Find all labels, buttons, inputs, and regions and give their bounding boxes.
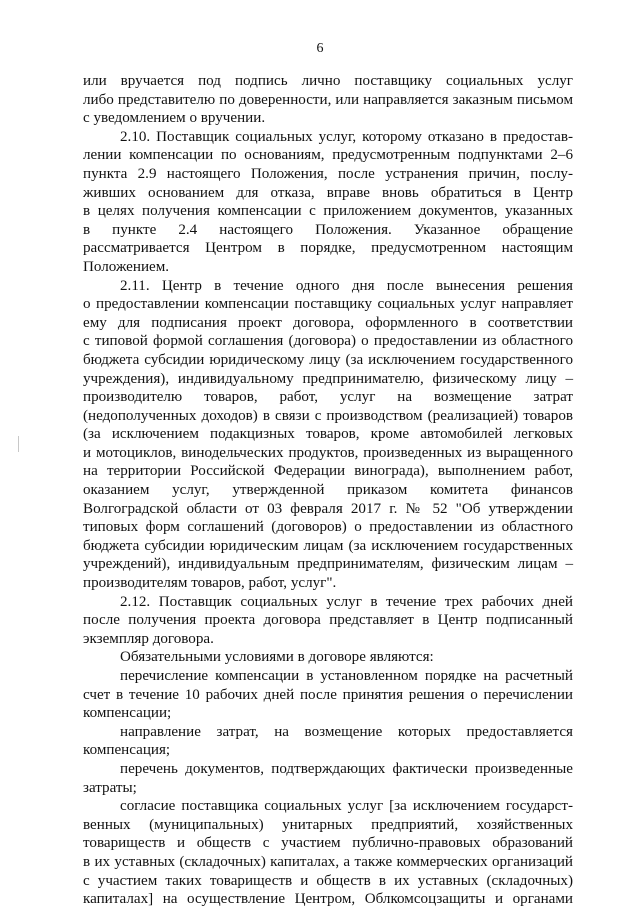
- text-line: в целях получения компенсации с приложением документов, указанных: [83, 203, 573, 220]
- text-line: в пункте 2.4 настоящего Положения. Указанное обращение: [83, 221, 573, 238]
- text-line: Обязательными условиями в договоре являются:: [120, 649, 434, 666]
- text-line: перечисление компенсации в установленном порядке на расчетный: [120, 668, 573, 684]
- text-line: капиталах] на осуществление Центром, Облкомсоцзащиты и органами: [83, 891, 573, 908]
- text-line: 2.11. Центр в течение одного дня после вынесения решения: [120, 277, 573, 294]
- text-line: бюджета субсидии юридическим лицам (за исключением государственных: [83, 537, 573, 554]
- text-line: рассматривается Центром в порядке, предусмотренном настоящим: [83, 240, 573, 257]
- text-line: затраты;: [83, 779, 137, 796]
- text-line: счет в течение 10 рабочих дней после принятия решения о перечислении: [83, 686, 573, 703]
- text-line: с участием таких товариществ и обществ в их уставных (складочных): [83, 872, 573, 889]
- text-line: Положением.: [83, 258, 170, 275]
- text-line: с уведомлением о вручении.: [83, 110, 266, 127]
- text-line: пункта 2.9 настоящего Положения, после устранения причин, послу-: [83, 165, 573, 182]
- text-line: экземпляр договора.: [83, 630, 214, 647]
- text-line: 2.10. Поставщик социальных услуг, которому отказано в предостав-: [120, 128, 573, 145]
- text-line: (за исключением подакцизных товаров, кроме автомобилей легковых: [83, 426, 573, 443]
- margin-mark: [18, 436, 19, 452]
- text-line: о предоставлении компенсации поставщику социальных услуг направляет: [83, 296, 573, 313]
- paragraph: [83, 593, 573, 649]
- text-line: живших основанием для отказа, вправе вновь обратиться в Центр: [83, 184, 573, 201]
- text-line: лении компенсации по основаниям, предусмотренным подпунктами 2–6: [83, 147, 573, 164]
- text-line: учреждений), индивидуальным предпринимателям, физическим лицам –: [83, 556, 573, 573]
- text-line: после получения проекта договора представляет в Центр подписанный: [83, 612, 573, 629]
- text-line: оказанием услуг, утвержденной приказом комитета финансов: [83, 482, 573, 499]
- text-line: производителю товаров, работ, услуг на возмещение затрат: [83, 389, 573, 406]
- text-line: или вручается под подпись лично поставщику социальных услуг: [83, 73, 573, 89]
- text-line: направление затрат, на возмещение которых предоставляется: [120, 723, 573, 740]
- document-body: [83, 72, 573, 909]
- text-line: бюджета субсидии юридическому лицу (за исключением государственного: [83, 351, 573, 368]
- text-line: производителям товаров, работ, услуг".: [83, 575, 337, 592]
- text-line: учреждения), индивидуальному предпринимателю, физическому лицу –: [83, 370, 573, 387]
- text-line: товариществ и обществ с участием публично-правовых образований: [83, 835, 573, 852]
- text-line: компенсация;: [83, 742, 171, 759]
- text-line: либо представителю по доверенности, или направляется заказным письмом: [83, 91, 573, 108]
- text-line: на территории Российской Федерации винограда), выполнением работ,: [83, 463, 573, 480]
- paragraph: [83, 648, 573, 667]
- text-line: 2.12. Поставщик социальных услуг в течение трех рабочих дней: [120, 593, 573, 610]
- paragraph: [83, 277, 573, 593]
- text-line: венных (муниципальных) унитарных предприятий, хозяйственных: [83, 816, 573, 833]
- paragraph: [83, 72, 573, 128]
- text-line: в их уставных (складочных) капиталах, а также коммерческих организаций: [83, 853, 573, 870]
- text-line: с типовой формой соглашения (договора) о предоставлении из областного: [83, 333, 573, 350]
- paragraph: [83, 723, 573, 760]
- text-line: ему для подписания проект договора, оформленного в соответствии: [83, 314, 573, 331]
- paragraph: [83, 797, 573, 909]
- text-line: (недополученных доходов) в связи с производством (реализацией) товаров: [83, 407, 573, 424]
- text-line: типовых форм соглашений (договоров) о предоставлении из областного: [83, 519, 573, 536]
- paragraph: [83, 667, 573, 723]
- text-line: Волгоградской области от 03 февраля 2017 г. № 52 "Об утверждении: [83, 500, 573, 517]
- text-line: и мотоциклов, винодельческих продуктов, произведенных из выращенного: [83, 444, 573, 461]
- paragraph: [83, 128, 573, 277]
- text-line: перечень документов, подтверждающих фактически произведенные: [120, 760, 573, 777]
- page-number: 6: [316, 41, 324, 56]
- paragraph: [83, 760, 573, 797]
- text-line: согласие поставщика социальных услуг [за исключением государст-: [120, 798, 573, 815]
- text-line: компенсации;: [83, 705, 172, 722]
